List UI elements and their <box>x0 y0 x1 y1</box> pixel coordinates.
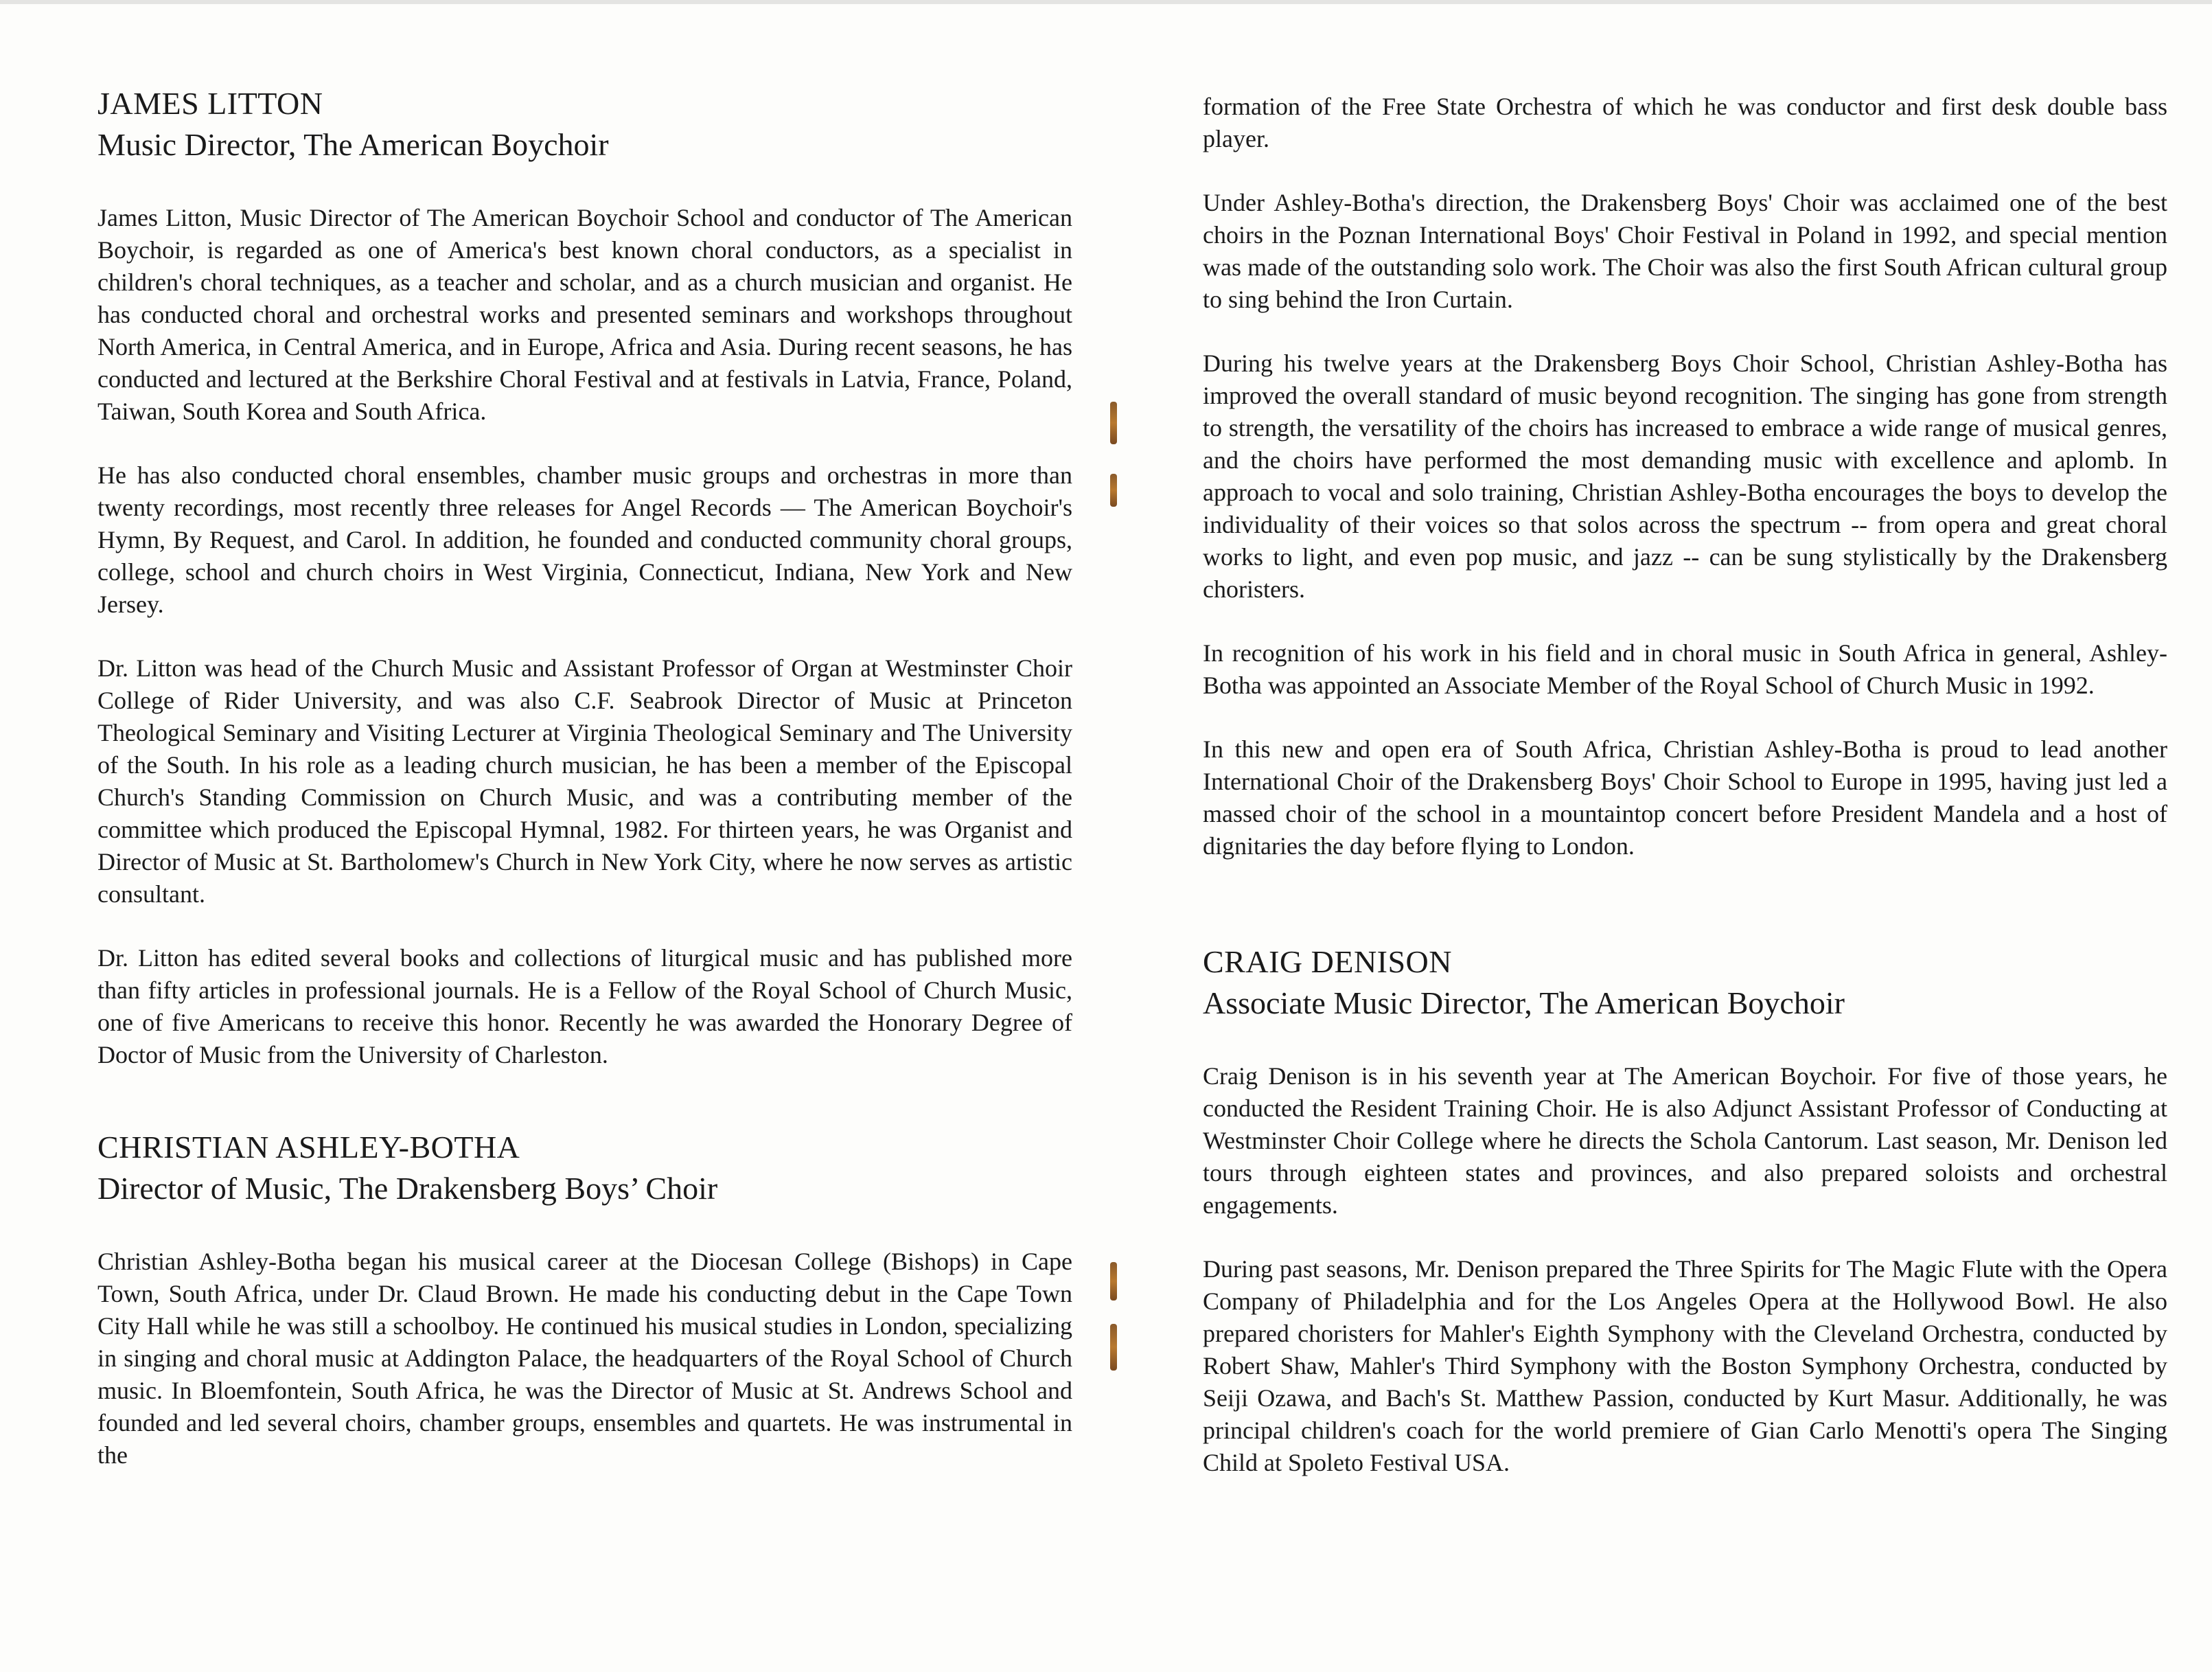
bio-christian-ashley-botha <box>97 1127 1072 1471</box>
bio-paragraph: formation of the Free State Orchestra of which he was conductor and first desk double bass player. <box>1203 93 2167 152</box>
bio-craig-denison <box>1203 942 2167 1479</box>
staple-mark <box>1110 474 1117 507</box>
bio-role: Director of Music, The Drakensberg Boys’ Choir <box>97 1171 718 1206</box>
bio-role: Associate Music Director, The American Boychoir <box>1203 985 1845 1020</box>
staple-mark <box>1110 402 1117 444</box>
bio-paragraph: During past seasons, Mr. Denison prepared the Three Spirits for The Magic Flute with the Opera Company of Philadelphia and for the Los Angeles Opera at the Hollywood Bowl. He also prepared choristers for Mahler's Eighth Symphony with the Cleveland Orchestra, conducted by Robert Shaw, Mahler's Third Symphony with the Boston Symphony Orchestra, conducted by Seiji Ozawa, and Bach's St. Matthew Passion, conducted by Kurt Masur. Additionally, he was principal children's coach for the world premiere of Gian Carlo Menotti's opera The Singing Child at Spoleto Festival USA. <box>1203 1255 2167 1476</box>
bio-paragraph: He has also conducted choral ensembles, chamber music groups and orchestras in more than twenty recordings, most recently three releases for Angel Records — The American Boychoir's Hymn, By Request, and Carol. In addition, he founded and conducted community choral groups, college, school and church choirs in West Virginia, Connecticut, Indiana, New York and New Jersey. <box>97 461 1072 618</box>
bio-name: CHRISTIAN ASHLEY-BOTHA <box>97 1130 520 1165</box>
bio-paragraph: During his twelve years at the Drakensberg Boys Choir School, Christian Ashley-Botha has improved the overall standard of music beyond recognition. The singing has gone from strength to strength, the versatility of the choirs has increased to embrace a wide range of musical genres, and the choirs have performed the most demanding music with excellence and aplomb. In approach to vocal and solo training, Christian Ashley-Botha encourages the boys to develop the individuality of their voices so that solos across the spectrum -- from opera and great choral works to light, and even pop music, and jazz -- can be sung stylistically by the Drakensberg choristers. <box>1203 350 2167 603</box>
left-column <box>97 84 1072 1471</box>
bio-paragraph: Under Ashley-Botha's direction, the Drakensberg Boys' Choir was acclaimed one of the best choirs in the Poznan International Boys' Choir Festival in Poland in 1992, and special mention was made of the outstanding solo work. The Choir was also the first South African cultural group to sing behind the Iron Curtain. <box>1203 189 2167 313</box>
right-column <box>1203 91 2167 1479</box>
bio-paragraph: James Litton, Music Director of The American Boychoir School and conductor of The American Boychoir, is regarded as one of America's best known choral conductors, as a specialist in children's choral techniques, as a teacher and scholar, and as a church musician and organist. He has conducted choral and orchestral works and presented seminars and workshops throughout North America, in Central America, and in Europe, Africa and Asia. During recent seasons, he has conducted and lectured at the Berkshire Choral Festival and at festivals in Latvia, France, Poland, Taiwan, South Korea and South Africa. <box>97 204 1072 425</box>
bio-name: CRAIG DENISON <box>1203 944 1452 979</box>
section-spacer <box>97 1071 1072 1127</box>
bio-role: Music Director, The American Boychoir <box>97 127 609 162</box>
bio-paragraph: Dr. Litton was head of the Church Music and Assistant Professor of Organ at Westminster Choir College of Rider University, and was also C.F. Seabrook Director of Music at Princeton Theological Seminary and Visiting Lecturer at Virginia Theological Seminary and The University of the South. In his role as a leading church musician, he has been a member of the Episcopal Church's Standing Commission on Church Music, and was a contributing member of the committee which produced the Episcopal Hymnal, 1982. For thirteen years, he was Organist and Director of Music at St. Bartholomew's Church in New York City, where he now serves as artistic consultant. <box>97 654 1072 908</box>
bio-paragraph: In recognition of his work in his field and in choral music in South Africa in general, Ashley-Botha was appointed an Associate Member of the Royal School of Church Music in 1992. <box>1203 639 2167 699</box>
bio-paragraph: Christian Ashley-Botha began his musical career at the Diocesan College (Bishops) in Cape Town, South Africa, under Dr. Claud Brown. He made his conducting debut in the Cape Town City Hall while he was still a schoolboy. He continued his musical studies in London, specializing in singing and choral music at Addington Palace, the headquarters of the Royal School of Church music. In Bloemfontein, South Africa, he was the Director of Music at St. Andrews School and founded and led several choirs, chamber groups, ensembles and quartets. He was instrumental in the <box>97 1248 1072 1469</box>
bio-paragraph: Dr. Litton has edited several books and collections of liturgical music and has published more than fifty articles in professional journals. He is a Fellow of the Royal School of Church Music, one of five Americans to receive this honor. Recently he was awarded the Honorary Degree of Doctor of Music from the University of Charleston. <box>97 944 1072 1068</box>
bio-name: JAMES LITTON <box>97 86 323 121</box>
staple-mark <box>1110 1324 1117 1371</box>
bio-james-litton <box>97 84 1072 1071</box>
staple-mark <box>1110 1262 1117 1301</box>
bio-paragraph: Craig Denison is in his seventh year at The American Boychoir. For five of those years, he conducted the Resident Training Choir. He is also Adjunct Assistant Professor of Conducting at Westminster Choir College where he directs the Schola Cantorum. Last season, Mr. Denison led tours through eighteen states and provinces, and also prepared soloists and orchestral engagements. <box>1203 1062 2167 1219</box>
page-top-edge <box>0 0 2212 4</box>
bio-christian-ashley-botha-continued <box>1203 91 2167 862</box>
section-spacer <box>1203 862 2167 942</box>
bio-paragraph: In this new and open era of South Africa, Christian Ashley-Botha is proud to lead another International Choir of the Drakensberg Boys' Choir School to Europe in 1995, having just led a massed choir of the school in a mountaintop concert before President Mandela and a host of dignitaries the day before flying to London. <box>1203 735 2167 860</box>
